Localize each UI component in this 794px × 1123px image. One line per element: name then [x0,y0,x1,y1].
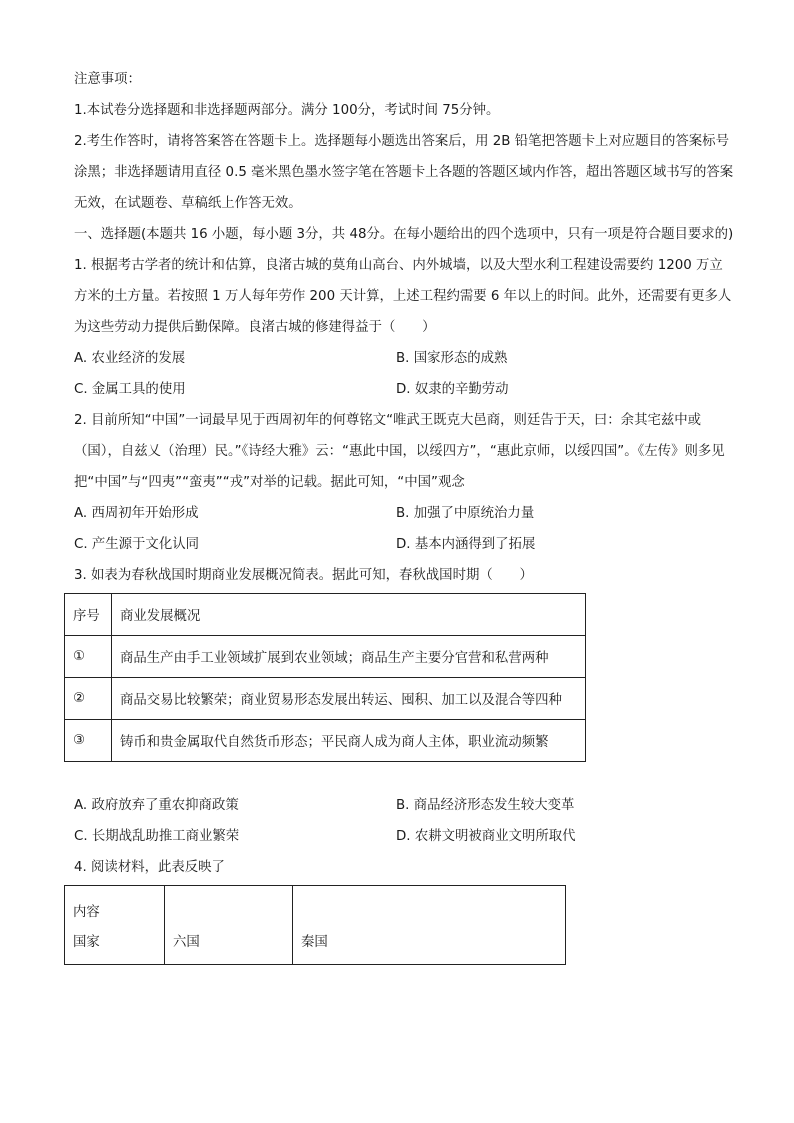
question-3-options-row-2 [74,821,734,852]
exam-page [74,64,734,965]
question-4-stem: 4. 阅读材料，此表反映了 [74,860,225,875]
table-row [65,636,586,678]
option-a: A. 政府放弃了重农抑商政策 [74,798,239,813]
table-cell: ② [65,678,112,720]
option-d: D. 农耕文明被商业文明所取代 [396,829,576,844]
table-header-cell: 序号 [65,594,112,636]
option-c: C. 产生源于文化认同 [74,537,199,552]
option-a: A. 农业经济的发展 [74,351,186,366]
notice-item-2: 2.考生作答时，请将答案答在答题卡上。选择题每小题选出答案后，用 2B 铅笔把答题卡上对应题目的答案标号涂黑；非选择题请用直径 0.5 毫米黑色墨水签字笔在答题卡上各题的答题区域内作答，超出答题区域书写的答案无效，在试题卷、草稿纸上作答无效。 [74,134,734,211]
table-row [65,678,586,720]
states-table [64,885,566,965]
question-1-stem: 1. 根据考古学者的统计和估算，良渚古城的莫角山高台、内外城墙，以及大型水利工程建设需要约 1200 万立方米的土方量。若按照 1 万人每年劳作 200 天计算，上述工程约需要 6 年以上的时间。此外，还需要有更多人为这些劳动力提供后勤保障。良渚古城的修建得益于（ ） [74,258,732,335]
question-3-options-row-1 [74,790,734,821]
option-b: B. 商品经济形态发生较大变革 [396,798,575,813]
table-header-cell: 商业发展概况 [112,594,586,636]
table-row [65,720,586,762]
option-d: D. 奴隶的辛勤劳动 [396,382,509,397]
table-cell: ③ [65,720,112,762]
table-header-row [65,594,586,636]
question-3-stem: 3. 如表为春秋战国时期商业发展概况简表。据此可知，春秋战国时期（ ） [74,568,533,583]
spacer [74,762,734,790]
option-c: C. 长期战乱助推工商业繁荣 [74,829,240,844]
table-cell: 商品生产由手工业领域扩展到农业领域；商品生产主要分官营和私营两种 [112,636,586,678]
notice-title: 注意事项： [74,72,141,87]
section-heading: 一、选择题(本题共 16 小题，每小题 3分，共 48分。在每小题给出的四个选项中，只有一项是符合题目要求的) [74,227,734,242]
question-1-options-row-1 [74,343,734,374]
option-d: D. 基本内涵得到了拓展 [396,537,536,552]
table-cell: 商品交易比较繁荣；商业贸易形态发展出转运、囤积、加工以及混合等四种 [112,678,586,720]
corner-bottom-label: 国家 [73,935,100,950]
question-2-stem: 2. 目前所知“中国”一词最早见于西周初年的何尊铭文“唯武王既克大邑商，则廷告于天，曰：余其宅兹中或（国），自兹乂（治理）民。”《诗经大雅》云：“惠此中国，以绥四方”，“惠此京师，以绥四国”。《左传》则多见把“中国”与“四夷”“蛮夷”“戎”对举的记载。据此可知，“中国”观念 [74,413,725,490]
table-corner-cell [65,886,165,965]
corner-top-label: 内容 [73,905,100,920]
table-cell: 铸币和贵金属取代自然货币形态；平民商人成为商人主体，职业流动频繁 [112,720,586,762]
option-c: C. 金属工具的使用 [74,382,186,397]
option-b: B. 国家形态的成熟 [396,351,508,366]
question-2-options-row-1 [74,498,734,529]
table-header-cell: 六国 [165,886,293,965]
notice-item-1: 1.本试卷分选择题和非选择题两部分。满分 100分，考试时间 75分钟。 [74,103,500,118]
option-a: A. 西周初年开始形成 [74,506,199,521]
option-b: B. 加强了中原统治力量 [396,506,535,521]
question-2-options-row-2 [74,529,734,560]
table-cell: ① [65,636,112,678]
table-row [65,886,566,965]
table-header-cell: 秦国 [293,886,566,965]
question-1-options-row-2 [74,374,734,405]
commerce-table [64,593,586,762]
